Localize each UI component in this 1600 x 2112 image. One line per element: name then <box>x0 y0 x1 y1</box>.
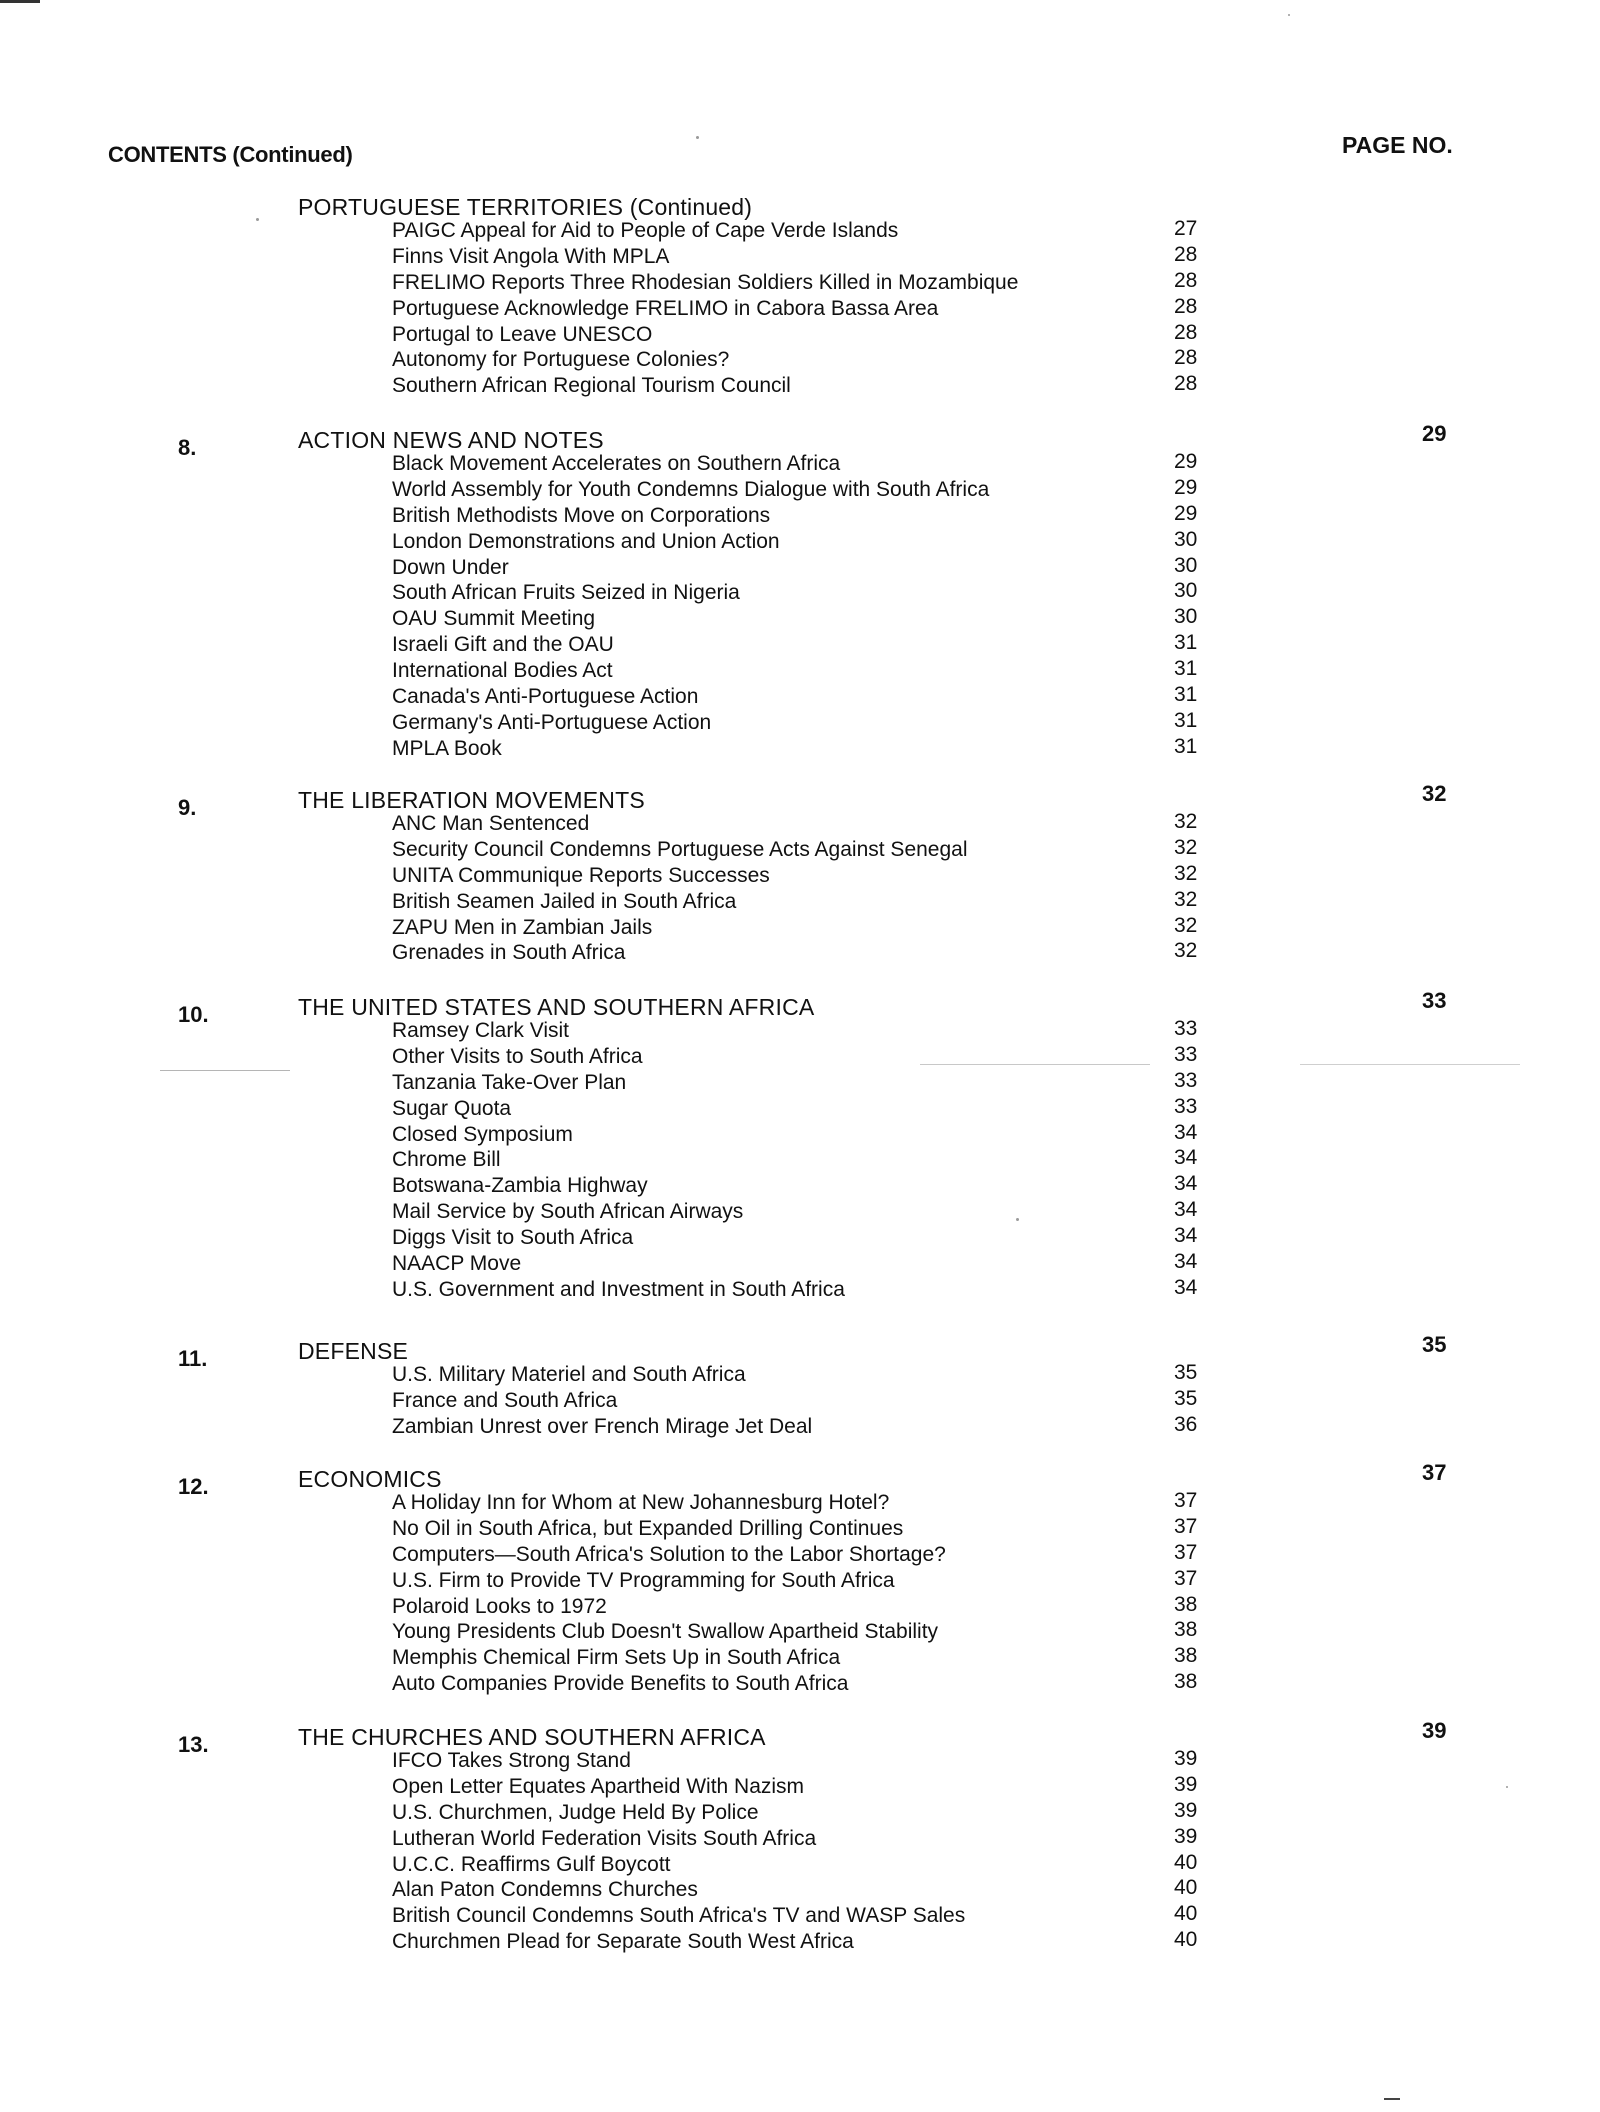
entry-page-number: 40 <box>1174 1902 1198 1926</box>
toc-entry <box>392 1277 1222 1303</box>
entry-title: Grenades in South Africa <box>392 941 626 965</box>
toc-entry <box>392 529 1222 555</box>
entry-page-number: 39 <box>1174 1772 1198 1796</box>
scan-speck <box>1288 14 1290 16</box>
entry-page-number: 38 <box>1174 1592 1198 1616</box>
toc-entry <box>392 322 1222 348</box>
entry-page-number: 27 <box>1174 217 1198 240</box>
section-page-number: 35 <box>1422 1332 1447 1357</box>
toc-entry <box>392 1594 1222 1620</box>
scan-speck <box>256 218 259 221</box>
entry-title: Chrome Bill <box>392 1148 501 1172</box>
entry-page-number: 28 <box>1174 242 1198 266</box>
entry-page-number: 31 <box>1174 683 1198 707</box>
section-number: 11. <box>178 1346 208 1371</box>
entry-title: Churchmen Plead for Separate South West Africa <box>392 1930 854 1954</box>
entry-page-number: 29 <box>1174 475 1198 499</box>
toc-entry <box>392 1852 1222 1878</box>
toc-entry <box>392 736 1222 762</box>
entry-title: South African Fruits Seized in Nigeria <box>392 581 740 605</box>
section-number: 8. <box>178 435 197 460</box>
entry-title: Germany's Anti-Portuguese Action <box>392 710 712 734</box>
entry-page-number: 32 <box>1174 887 1198 911</box>
toc-entry <box>392 1619 1222 1645</box>
toc-entry <box>392 1096 1222 1122</box>
entry-title: Security Council Condemns Portuguese Acts Against Senegal <box>392 837 968 861</box>
entry-title: U.C.C. Reaffirms Gulf Boycott <box>392 1852 671 1876</box>
entry-title: Computers—South Africa's Solution to the Labor Shortage? <box>392 1542 946 1566</box>
entry-page-number: 34 <box>1174 1120 1198 1144</box>
toc-entry <box>392 1542 1222 1568</box>
section-title: THE UNITED STATES AND SOUTHERN AFRICA <box>298 994 815 1020</box>
entry-title: Botswana-Zambia Highway <box>392 1174 648 1198</box>
toc-entry <box>392 863 1222 889</box>
entry-page-number: 33 <box>1174 1068 1198 1092</box>
entry-title: Closed Symposium <box>392 1122 573 1146</box>
entry-title: Autonomy for Portuguese Colonies? <box>392 348 730 372</box>
entry-title: France and South Africa <box>392 1388 618 1412</box>
entry-title: Portugal to Leave UNESCO <box>392 322 653 346</box>
entry-title: Finns Visit Angola With MPLA <box>392 244 670 268</box>
toc-entry <box>392 837 1222 863</box>
section-number: 12. <box>178 1474 209 1499</box>
entry-title: U.S. Churchmen, Judge Held By Police <box>392 1800 759 1824</box>
entry-title: UNITA Communique Reports Successes <box>392 863 770 887</box>
entry-page-number: 30 <box>1174 527 1198 551</box>
entry-title: Auto Companies Provide Benefits to South Africa <box>392 1672 849 1696</box>
entry-title: U.S. Government and Investment in South Africa <box>392 1277 845 1301</box>
toc-entry <box>392 347 1222 373</box>
toc-entry <box>392 632 1222 658</box>
toc-entry <box>392 1414 1222 1440</box>
entry-title: Polaroid Looks to 1972 <box>392 1594 607 1618</box>
entry-title: Zambian Unrest over French Mirage Jet Deal <box>392 1414 813 1438</box>
entry-title: Young Presidents Club Doesn't Swallow Apartheid Stability <box>392 1620 939 1644</box>
toc-entry <box>392 1929 1222 1955</box>
section-entries <box>392 811 1222 966</box>
entry-title: Down Under <box>392 555 509 579</box>
entry-title: World Assembly for Youth Condemns Dialogue with South Africa <box>392 477 990 501</box>
toc-entry <box>392 1516 1222 1542</box>
entry-page-number: 30 <box>1174 579 1198 603</box>
entry-page-number: 34 <box>1174 1224 1198 1248</box>
toc-entry <box>392 1225 1222 1251</box>
toc-entry <box>392 915 1222 941</box>
toc-entry <box>392 555 1222 581</box>
section-entries <box>392 1490 1222 1697</box>
entry-page-number: 35 <box>1174 1361 1198 1384</box>
scan-mark <box>1384 2098 1400 2100</box>
toc-entry <box>392 1748 1222 1774</box>
entry-title: Canada's Anti-Portuguese Action <box>392 685 699 709</box>
contents-heading: CONTENTS (Continued) <box>108 142 353 167</box>
section-page-number: 29 <box>1422 421 1447 446</box>
toc-entry <box>392 1826 1222 1852</box>
section-entries <box>392 451 1222 762</box>
entry-page-number: 29 <box>1174 501 1198 525</box>
entry-title: Other Visits to South Africa <box>392 1044 643 1068</box>
entry-title: Open Letter Equates Apartheid With Nazism <box>392 1774 805 1798</box>
entry-title: Alan Paton Condemns Churches <box>392 1878 698 1902</box>
toc-entry <box>392 244 1222 270</box>
entry-title: Portuguese Acknowledge FRELIMO in Cabora Bassa Area <box>392 296 939 320</box>
entry-title: MPLA Book <box>392 736 502 760</box>
toc-entry <box>392 1044 1222 1070</box>
entry-page-number: 30 <box>1174 605 1198 629</box>
toc-entry <box>392 811 1222 837</box>
toc-entry <box>392 1800 1222 1826</box>
entry-page-number: 32 <box>1174 939 1198 963</box>
scan-speck <box>1506 1786 1508 1788</box>
section-number: 9. <box>178 795 197 820</box>
entry-page-number: 29 <box>1174 450 1198 473</box>
entry-page-number: 28 <box>1174 268 1198 292</box>
toc-entry <box>392 710 1222 736</box>
entry-title: Lutheran World Federation Visits South Africa <box>392 1826 817 1850</box>
toc-entry <box>392 1173 1222 1199</box>
entry-page-number: 32 <box>1174 810 1198 833</box>
entry-title: U.S. Military Materiel and South Africa <box>392 1363 746 1386</box>
entry-title: Black Movement Accelerates on Southern Africa <box>392 452 841 475</box>
entry-page-number: 31 <box>1174 734 1198 758</box>
scan-streak <box>920 1064 1150 1065</box>
scan-speck <box>1016 1218 1019 1221</box>
section-page-number: 33 <box>1422 988 1447 1013</box>
page-number-heading: PAGE NO. <box>1342 132 1453 158</box>
toc-entry <box>392 503 1222 529</box>
entry-title: Ramsey Clark Visit <box>392 1019 569 1042</box>
entry-page-number: 33 <box>1174 1094 1198 1118</box>
section-page-number: 39 <box>1422 1718 1447 1743</box>
section-entries <box>392 1748 1222 1955</box>
entry-page-number: 39 <box>1174 1747 1198 1770</box>
entry-title: Southern African Regional Tourism Council <box>392 374 791 398</box>
section-title: DEFENSE <box>298 1338 409 1364</box>
entry-page-number: 33 <box>1174 1017 1198 1040</box>
entry-page-number: 33 <box>1174 1042 1198 1066</box>
entry-title: International Bodies Act <box>392 659 613 683</box>
entry-page-number: 39 <box>1174 1824 1198 1848</box>
section-title: ECONOMICS <box>298 1466 442 1492</box>
entry-page-number: 40 <box>1174 1928 1198 1952</box>
section-title: ACTION NEWS AND NOTES <box>298 427 604 453</box>
entry-page-number: 37 <box>1174 1566 1198 1590</box>
section-page-number: 37 <box>1422 1460 1447 1485</box>
entry-title: ANC Man Sentenced <box>392 812 590 835</box>
entry-title: OAU Summit Meeting <box>392 607 596 631</box>
entry-page-number: 28 <box>1174 372 1198 396</box>
entry-title: Tanzania Take-Over Plan <box>392 1070 627 1094</box>
entry-page-number: 39 <box>1174 1798 1198 1822</box>
toc-entry <box>392 1388 1222 1414</box>
toc-entry <box>392 1645 1222 1671</box>
entry-title: Israeli Gift and the OAU <box>392 633 614 657</box>
entry-page-number: 40 <box>1174 1876 1198 1900</box>
section-number: 10. <box>178 1002 209 1027</box>
entry-page-number: 32 <box>1174 913 1198 937</box>
toc-entry <box>392 373 1222 399</box>
scan-streak <box>160 1070 290 1071</box>
entry-title: U.S. Firm to Provide TV Programming for South Africa <box>392 1568 895 1592</box>
toc-entry <box>392 606 1222 632</box>
section-page-number: 32 <box>1422 781 1447 806</box>
entry-title: PAIGC Appeal for Aid to People of Cape Verde Islands <box>392 219 899 242</box>
section-title: THE LIBERATION MOVEMENTS <box>298 787 645 813</box>
toc-entry <box>392 270 1222 296</box>
entry-page-number: 37 <box>1174 1489 1198 1512</box>
toc-entry <box>392 1018 1222 1044</box>
entry-title: British Seamen Jailed in South Africa <box>392 889 737 913</box>
toc-entry <box>392 889 1222 915</box>
toc-entry <box>392 658 1222 684</box>
toc-entry <box>392 1362 1222 1388</box>
entry-title: ZAPU Men in Zambian Jails <box>392 915 653 939</box>
toc-entry <box>392 1877 1222 1903</box>
toc-entry <box>392 1122 1222 1148</box>
entry-page-number: 31 <box>1174 631 1198 655</box>
entry-page-number: 35 <box>1174 1386 1198 1410</box>
toc-entry <box>392 1251 1222 1277</box>
entry-title: London Demonstrations and Union Action <box>392 529 780 553</box>
entry-page-number: 38 <box>1174 1670 1198 1694</box>
toc-entry <box>392 296 1222 322</box>
toc-entry <box>392 940 1222 966</box>
toc-entry <box>392 1490 1222 1516</box>
toc-entry <box>392 1147 1222 1173</box>
entry-page-number: 30 <box>1174 553 1198 577</box>
toc-entry <box>392 684 1222 710</box>
entry-page-number: 38 <box>1174 1644 1198 1668</box>
toc-entry <box>392 1070 1222 1096</box>
entry-page-number: 37 <box>1174 1540 1198 1564</box>
entry-page-number: 31 <box>1174 657 1198 681</box>
entry-title: Mail Service by South African Airways <box>392 1200 744 1224</box>
section-entries <box>392 218 1222 399</box>
section-entries <box>392 1018 1222 1303</box>
entry-page-number: 34 <box>1174 1172 1198 1196</box>
entry-title: British Methodists Move on Corporations <box>392 503 771 527</box>
toc-entry <box>392 1199 1222 1225</box>
section-entries <box>392 1362 1222 1440</box>
entry-title: IFCO Takes Strong Stand <box>392 1749 631 1772</box>
entry-title: British Council Condemns South Africa's TV and WASP Sales <box>392 1904 966 1928</box>
entry-title: Memphis Chemical Firm Sets Up in South Africa <box>392 1646 841 1670</box>
scan-speck <box>696 136 699 139</box>
entry-page-number: 28 <box>1174 320 1198 344</box>
toc-entry <box>392 1568 1222 1594</box>
entry-page-number: 36 <box>1174 1412 1198 1436</box>
toc-entry <box>392 477 1222 503</box>
toc-entry <box>392 218 1222 244</box>
entry-page-number: 34 <box>1174 1250 1198 1274</box>
entry-page-number: 31 <box>1174 708 1198 732</box>
entry-page-number: 34 <box>1174 1146 1198 1170</box>
entry-page-number: 32 <box>1174 861 1198 885</box>
entry-page-number: 32 <box>1174 835 1198 859</box>
entry-title: Diggs Visit to South Africa <box>392 1226 634 1250</box>
entry-page-number: 28 <box>1174 346 1198 370</box>
entry-page-number: 34 <box>1174 1198 1198 1222</box>
entry-title: FRELIMO Reports Three Rhodesian Soldiers Killed in Mozambique <box>392 270 1019 294</box>
entry-title: A Holiday Inn for Whom at New Johannesburg Hotel? <box>392 1491 890 1514</box>
toc-entry <box>392 1671 1222 1697</box>
entry-title: NAACP Move <box>392 1252 522 1276</box>
toc-entry <box>392 1903 1222 1929</box>
section-title: PORTUGUESE TERRITORIES (Continued) <box>298 194 753 220</box>
scan-mark <box>0 0 40 3</box>
toc-entry <box>392 1774 1222 1800</box>
section-number: 13. <box>178 1732 209 1757</box>
toc-entry <box>392 451 1222 477</box>
entry-page-number: 37 <box>1174 1514 1198 1538</box>
entry-page-number: 28 <box>1174 294 1198 318</box>
entry-title: No Oil in South Africa, but Expanded Drilling Continues <box>392 1516 904 1540</box>
scan-streak <box>1300 1064 1520 1065</box>
section-title: THE CHURCHES AND SOUTHERN AFRICA <box>298 1724 766 1750</box>
entry-page-number: 38 <box>1174 1618 1198 1642</box>
entry-page-number: 40 <box>1174 1850 1198 1874</box>
entry-title: Sugar Quota <box>392 1096 512 1120</box>
toc-entry <box>392 580 1222 606</box>
entry-page-number: 34 <box>1174 1275 1198 1299</box>
